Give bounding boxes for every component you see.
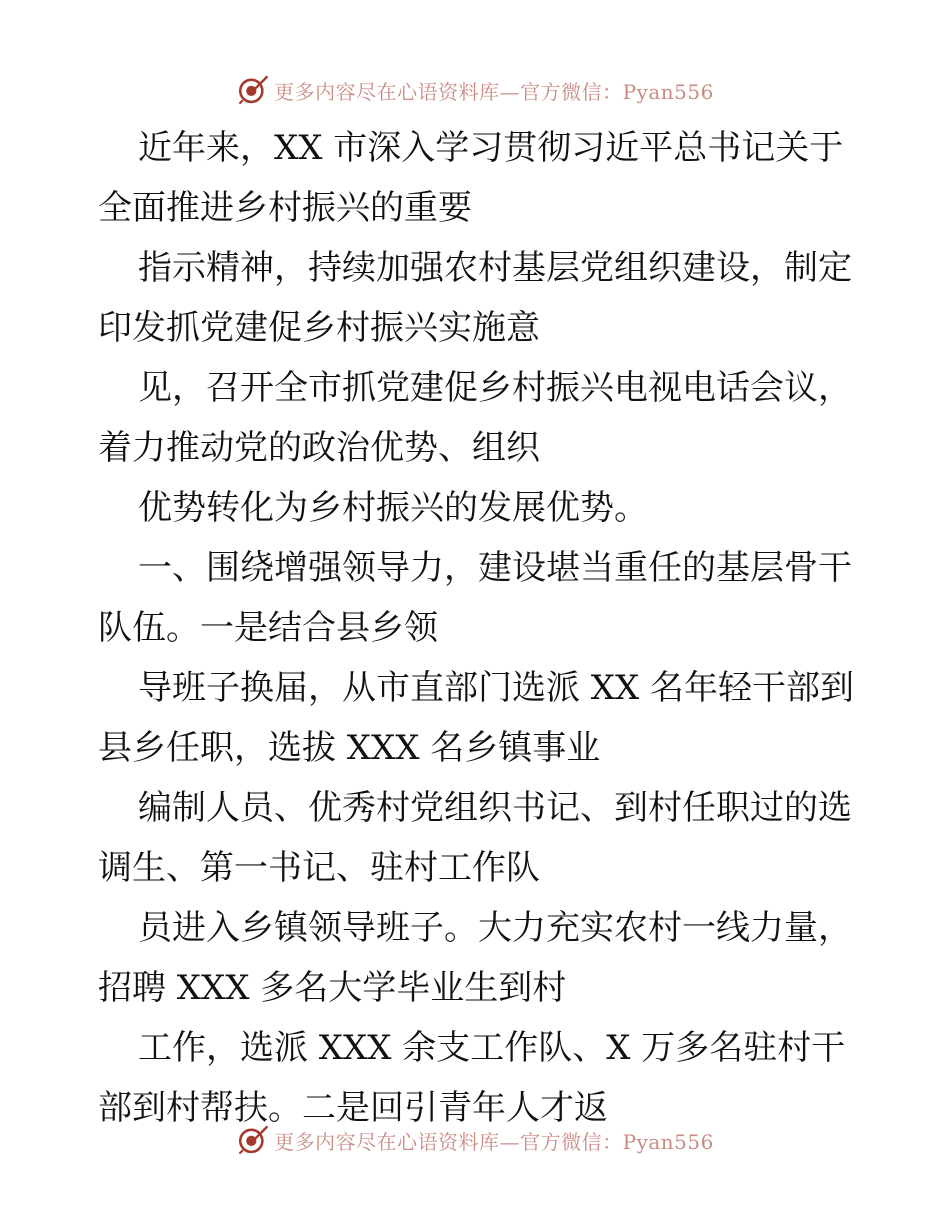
text-line: 导班子换届，从市直部门选派 XX 名年轻干部到 (138, 668, 855, 708)
text-line: 编制人员、优秀村党组织书记、到村任职过的选 (138, 788, 852, 828)
text-line: 印发抓党建促乡村振兴实施意 (98, 308, 540, 348)
text-line: 工作，选派 XXX 余支工作队、X 万多名驻村干 (138, 1028, 846, 1068)
text-line: 近年来，XX 市深入学习贯彻习近平总书记关于 (138, 128, 844, 168)
text-line: 员进入乡镇领导班子。大力充实农村一线力量， (138, 908, 852, 948)
text-line: 着力推动党的政治优势、组织 (98, 428, 540, 468)
text-line: 部到村帮扶。二是回引青年人才返 (98, 1088, 608, 1128)
header-watermark-text: 更多内容尽在心语资料库—官方微信：Pyan556 (274, 79, 714, 104)
text-line: 调生、第一书记、驻村工作队 (98, 848, 540, 888)
header-watermark (0, 70, 950, 110)
text-line: 优势转化为乡村振兴的发展优势。 (138, 488, 648, 528)
pen-logo-icon (236, 73, 270, 107)
text-line: 一、围绕增强领导力，建设堪当重任的基层骨干 (138, 548, 852, 588)
text-line: 全面推进乡村振兴的重要 (98, 188, 472, 228)
document-body (98, 118, 858, 1138)
text-line: 见，召开全市抓党建促乡村振兴电视电话会议， (138, 368, 852, 408)
pen-logo-icon (236, 1123, 270, 1157)
footer-watermark (0, 1120, 950, 1160)
text-line: 指示精神，持续加强农村基层党组织建设，制定 (138, 248, 852, 288)
text-line: 县乡任职，选拔 XXX 名乡镇事业 (98, 728, 601, 768)
text-line: 队伍。一是结合县乡领 (98, 608, 438, 648)
footer-watermark-text: 更多内容尽在心语资料库—官方微信：Pyan556 (274, 1129, 714, 1154)
text-line: 招聘 XXX 多名大学毕业生到村 (98, 968, 567, 1008)
